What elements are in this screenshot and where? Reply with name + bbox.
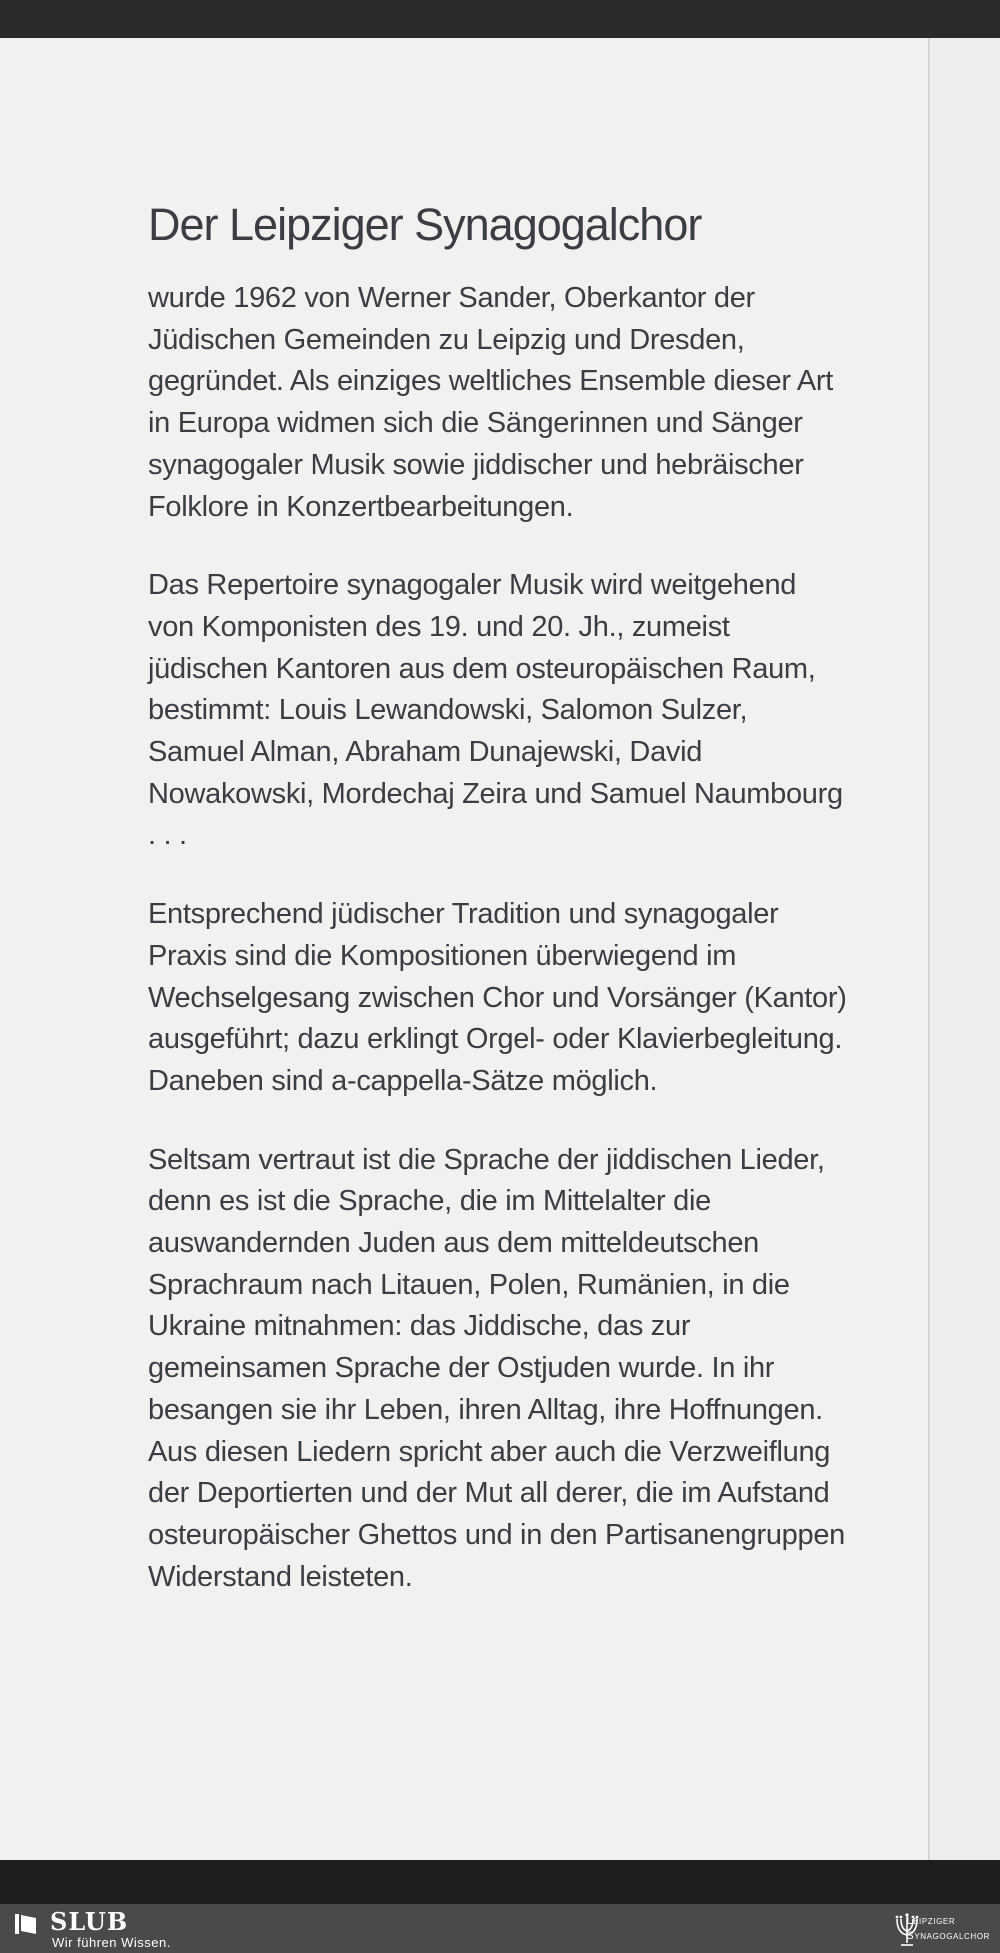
slub-name: SLUB <box>50 1907 129 1936</box>
choir-wordmark <box>906 1914 990 1944</box>
scan-border-top <box>0 0 1000 38</box>
scan-border-bottom <box>0 1860 1000 1904</box>
slub-book-icon <box>14 1912 38 1936</box>
slub-slogan: Wir führen Wissen. <box>52 1935 171 1950</box>
adjacent-panel <box>930 38 1000 1860</box>
paragraph-yiddish: Seltsam vertraut ist die Sprache der jiddischen Lieder, denn es ist die Sprache, die im Mittelalter die auswandernden Juden aus dem mitteldeutschen Sprachraum nach Litauen, Polen, Rumänien, in die Ukraine mitnahmen: das Jiddische, das zur gemeinsamen Sprache der Ostjuden wurde. In ihr besangen sie ihr Leben, ihren Alltag, ihre Hoffnungen. Aus diesen Liedern spricht aber auch die Verzweiflung der Deportierten und der Mut all derer, die im Aufstand osteuropäischer Ghettos und in den Partisanengruppen Widerstand leisteten. <box>148 1143 845 1593</box>
paragraph-founding: wurde 1962 von Werner Sander, Oberkantor der Jüdischen Gemeinden zu Leipzig und Dresden, gegründet. Als einziges weltliches Ensemble dieser Art in Europa widmen sich die Sängerinnen und Sänger synagogaler Musik sowie jiddischer und hebräischer Folklore in Konzertbearbeitungen. <box>148 282 834 523</box>
choir-wordmark-line1: Leipziger <box>906 1915 956 1927</box>
viewer-footer <box>0 1904 1000 1953</box>
paragraph-tradition: Entsprechend jüdischer Tradition und synagogaler Praxis sind die Kompositionen überwiegend im Wechselgesang zwischen Chor und Vorsänger (Kantor) ausgeführt; dazu erklingt Orgel- oder Klavierbegleitung. Daneben sind a-cappella-Sätze möglich. <box>148 898 847 1097</box>
paragraph-repertoire: Das Repertoire synagogaler Musik wird weitgehend von Komponisten des 19. und 20. Jh., zumeist jüdischen Kantoren aus dem osteuropäischen Raum, bestimmt: Louis Lewandowski, Salomon Sulzer, Samuel Alman, Abraham Dunajewski, David Nowakowski, Mordechaj Zeira und Samuel Naumbourg . . . <box>148 569 843 852</box>
choir-wordmark-line2: Synagogalchor <box>906 1930 990 1942</box>
article <box>148 198 848 1635</box>
brochure-page <box>0 38 1000 1860</box>
article-title: Der Leipziger Synagogalchor <box>148 199 702 250</box>
